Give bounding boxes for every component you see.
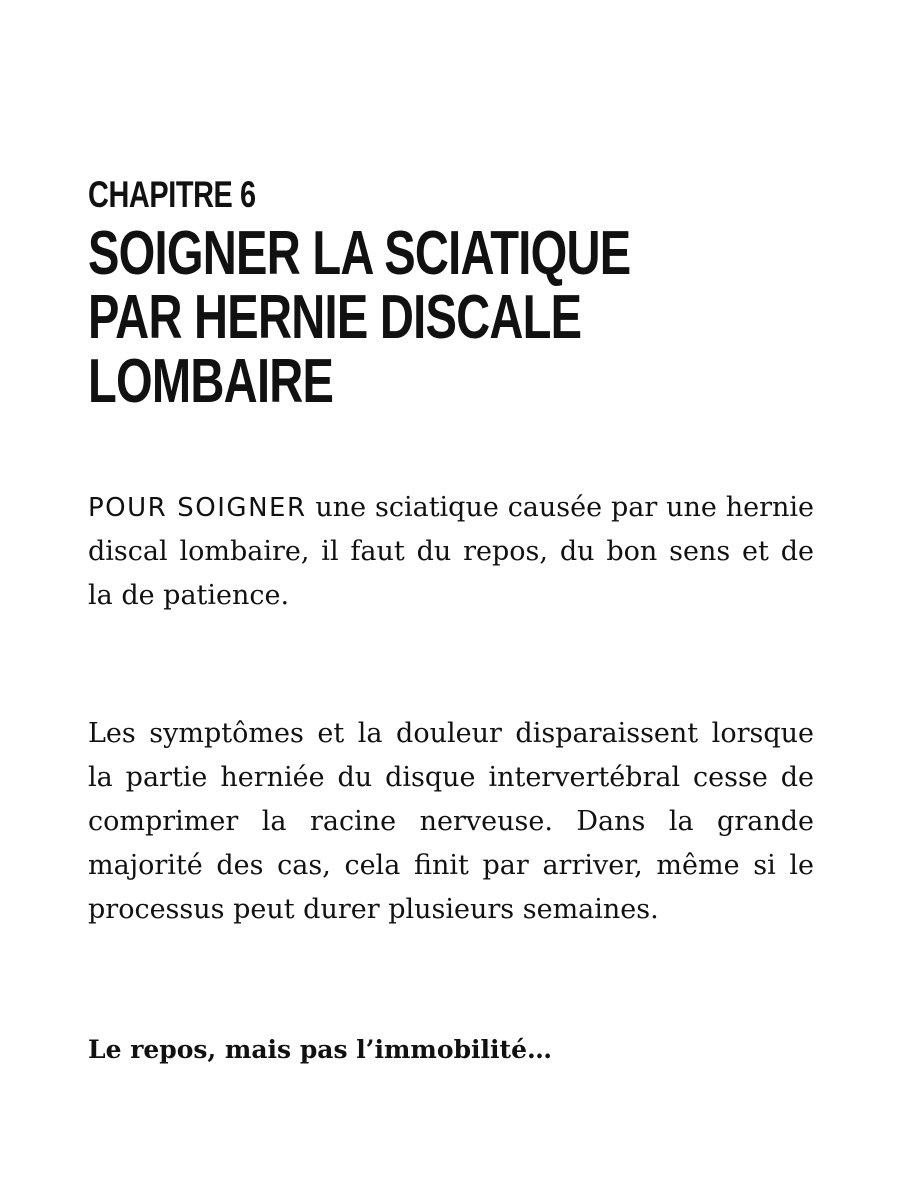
intro-paragraph — [88, 486, 814, 618]
chapter-number: CHAPITRE 6 — [88, 174, 256, 215]
chapter-title — [88, 219, 666, 416]
intro-text: une sciatique causée par une hernie discal lombaire, il faut du repos, du bon sens et de la de patience. — [88, 492, 815, 611]
section-subheading: Le repos, mais pas l’immobilité… — [88, 1035, 552, 1064]
chapter-title-line-1: SOIGNER LA SCIATIQUE — [88, 219, 631, 288]
chapter-title-line-2: PAR HERNIE DISCALE — [88, 283, 582, 352]
body-paragraph-2: Les symptômes et la douleur disparaissent lorsque la partie herniée du disque intervertébral cesse de comprimer la racine nerveuse. Dans la grande majorité des cas, cela finit par arriver, même si le processus peut durer plusieurs semaines. — [88, 718, 814, 925]
intro-lead-caps: POUR SOIGNER — [88, 493, 307, 523]
chapter-title-line-3: LOMBAIRE — [88, 347, 334, 416]
